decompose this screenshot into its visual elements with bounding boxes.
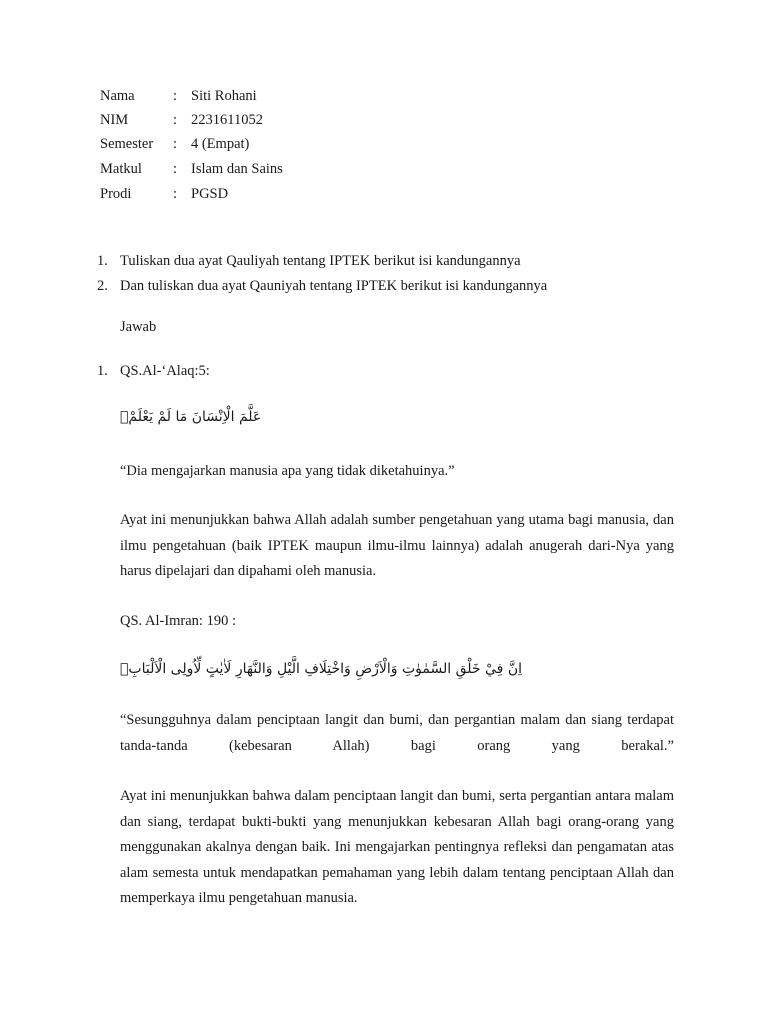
arabic-verse: عَلَّمَ الْاِنْسَانَ مَا لَمْ يَعْلَمْۗ [120,409,262,425]
verse-explanation: Ayat ini menunjukkan bahwa dalam penciptaan langit dan bumi, serta pergantian antara malam dan siang, terdapat bukti-bukti yang menunjukkan kebesaran Allah bagi orang-orang yang menggunakan akalnya dengan baik. Ini mengajarkan pentingnya refleksi dan pengamatan atas alam semesta untuk mendapatkan pemahaman yang lebih dalam tentang penciptaan Allah dan memperkaya ilmu pengetahuan manusia. [120,788,674,906]
question-text: Tuliskan dua ayat Qauliyah tentang IPTEK berikut isi kandungannya [120,253,521,269]
identity-value: Islam dan Sains [191,161,283,177]
identity-label: Prodi [100,186,132,202]
question-text: Dan tuliskan dua ayat Qauniyah tentang IPTEK berikut isi kandungannya [120,278,548,294]
identity-label: Matkul [100,161,142,177]
identity-colon: : [173,136,178,152]
question-number: 2. [97,278,108,294]
identity-colon: : [173,186,178,202]
identity-colon: : [173,112,178,128]
answer-heading: Jawab [120,319,157,335]
verse-translation: “Sesungguhnya dalam penciptaan langit dan bumi, dan pergantian malam dan siang terdapat tanda-tanda (kebesaran Allah) bagi orang yang berakal.” [120,712,674,754]
arabic-verse: اِنَّ فِيْ خَلْقِ السَّمٰوٰتِ وَالْاَرْضِ وَاخْتِلَافِ الَّيْلِ وَالنَّهَارِ لَاٰيٰتٍ لِّاُولِى الْاَلْبَابِۙ [120,661,522,677]
identity-value: PGSD [191,186,229,202]
identity-value: Siti Rohani [191,88,257,104]
identity-colon: : [173,161,178,177]
verse-reference: QS. Al-Imran: 190 : [120,613,236,629]
verse-translation: “Dia mengajarkan manusia apa yang tidak diketahuinya.” [120,463,455,479]
identity-value: 2231611052 [191,112,263,128]
verse-explanation: Ayat ini menunjukkan bahwa Allah adalah sumber pengetahuan yang utama bagi manusia, dan ilmu pengetahuan (baik IPTEK maupun ilmu-ilmu lainnya) adalah anugerah dari-Nya yang harus dipelajari dan dipahami oleh manusia. [120,512,674,579]
question-number: 1. [97,253,108,269]
identity-colon: : [173,88,178,104]
answer-number: 1. [97,363,108,379]
identity-label: Nama [100,88,135,104]
identity-label: NIM [100,112,129,128]
identity-label: Semester [100,136,154,152]
verse-reference: QS.Al-‘Alaq:5: [120,363,210,379]
identity-value: 4 (Empat) [191,136,250,152]
